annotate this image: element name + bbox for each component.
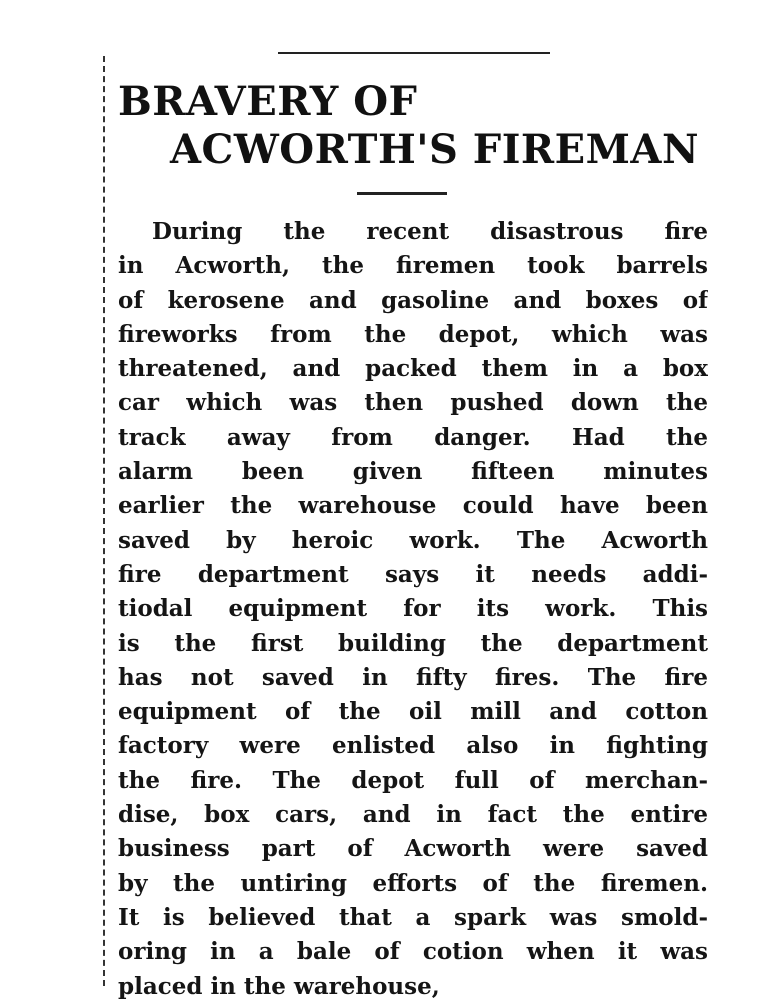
article-line: factory were enlisted also in fighting xyxy=(118,732,708,760)
article-line: earlier the warehouse could have been xyxy=(118,492,708,520)
headline-divider xyxy=(357,192,447,195)
article-line: placed in the warehouse, xyxy=(118,972,440,1000)
article-line: equipment of the oil mill and cotton xyxy=(118,698,708,726)
article-line: dise, box cars, and in fact the entire xyxy=(118,801,708,829)
article-line: oring in a bale of cotion when it was xyxy=(118,938,708,966)
article-line: is the first building the department xyxy=(118,629,708,657)
column-rule xyxy=(103,56,105,986)
article-line: fire department says it needs addi- xyxy=(118,560,708,588)
article-line: of kerosene and gasoline and boxes of xyxy=(118,286,708,314)
headline-line-1: BRAVERY OF xyxy=(118,78,418,125)
article-line: fireworks from the depot, which was xyxy=(118,320,708,348)
article-line: It is believed that a spark was smold- xyxy=(118,903,708,931)
article-line: During the recent disastrous fire xyxy=(152,218,708,245)
article-line: business part of Acworth were saved xyxy=(118,835,708,863)
article-line: tiodal equipment for its work. This xyxy=(118,595,708,623)
article-line: threatened, and packed them in a box xyxy=(118,355,708,383)
article-line: has not saved in fifty fires. The fire xyxy=(118,663,708,691)
article-line: car which was then pushed down the xyxy=(118,389,708,417)
article-line: saved by heroic work. The Acworth xyxy=(118,526,708,554)
article-line: the fire. The depot full of merchan- xyxy=(118,766,708,794)
article-line: alarm been given fifteen minutes xyxy=(118,458,708,486)
top-divider xyxy=(278,52,550,54)
article-line: in Acworth, the firemen took barrels xyxy=(118,252,708,280)
article-body xyxy=(118,215,708,1004)
headline xyxy=(118,78,718,174)
article-line: track away from danger. Had the xyxy=(118,423,708,451)
headline-line-2: ACWORTH'S FIREMAN xyxy=(170,126,700,173)
article-line: by the untiring efforts of the firemen. xyxy=(118,869,708,897)
